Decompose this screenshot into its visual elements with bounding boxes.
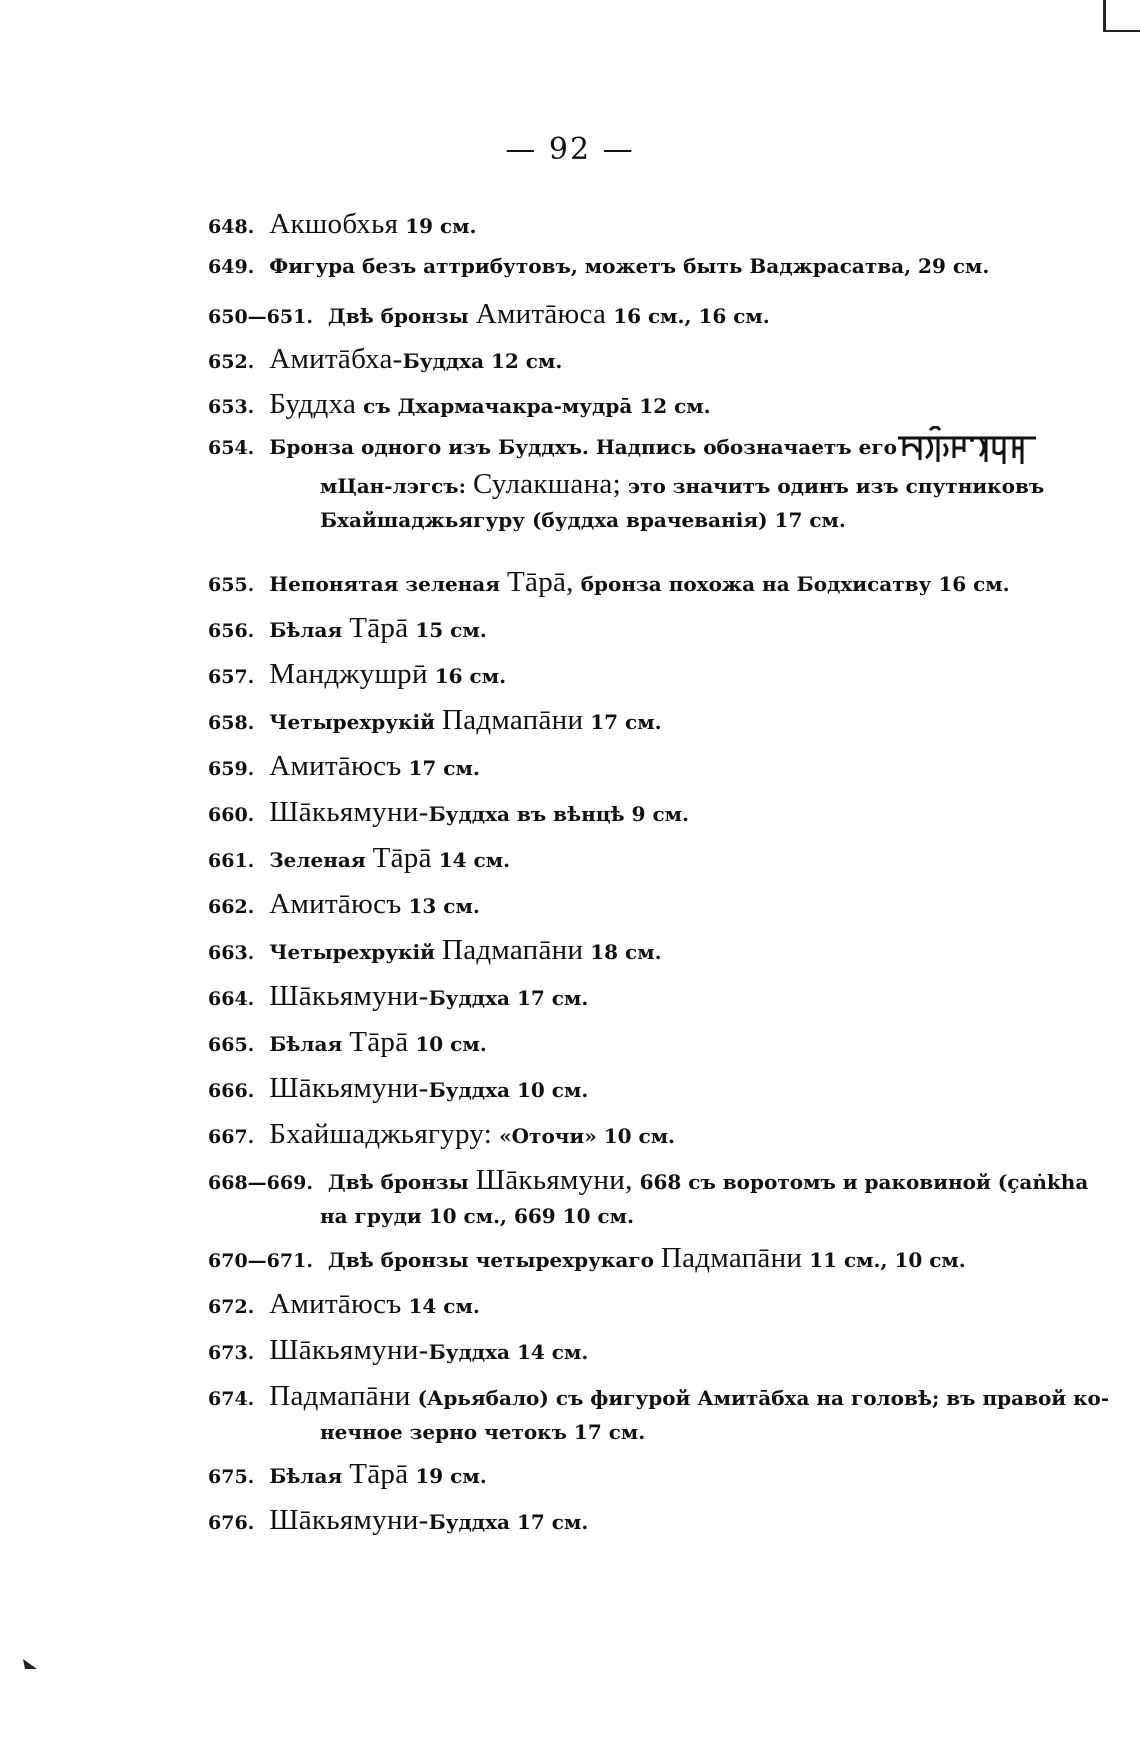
entry-674 (208, 1380, 1110, 1445)
entry-number: 672. (208, 1296, 255, 1318)
entry-text: Буддха 10 см. (428, 1078, 589, 1102)
entry-number: 648. (208, 216, 255, 238)
entry-number: 652. (208, 351, 255, 373)
entry-654 (208, 435, 1045, 533)
entry-text: 17 см. (408, 756, 480, 780)
entry-664 (208, 980, 1038, 1013)
entry-number: 662. (208, 896, 255, 918)
entry-prefix: Четырехрукій (269, 710, 435, 734)
entry-text: 13 см. (408, 894, 480, 918)
entry-prefix: мЦан-лэгсъ: (320, 473, 467, 498)
entry-number: 676. (208, 1512, 255, 1534)
entry-text: Буддха 14 см. (428, 1340, 589, 1364)
entry-prefix: Двѣ бронзы (327, 304, 469, 328)
scan-margin-mark (22, 1658, 38, 1670)
entry-text: бронза похожа на Бодхисатву 16 см. (580, 572, 1010, 596)
entry-text: 668 съ воротомъ и раковиной (çaṅkha (639, 1170, 1089, 1194)
entry-number: 653. (208, 396, 255, 418)
entry-number: 660. (208, 804, 255, 826)
entry-660 (208, 796, 1038, 829)
entry-prefix: Бѣлая (269, 1464, 343, 1488)
entry-text: 18 см. (590, 940, 662, 964)
entry-653 (208, 388, 1038, 421)
entry-text: (Арьябало) съ фигурой Амитāбха на головѣ; въ правой ко- (417, 1386, 1110, 1410)
entry-prefix: Зеленая (269, 848, 366, 872)
entry-title: Манджушрӣ (269, 658, 428, 690)
entry-prefix: Двѣ бронзы четырехрукаго (327, 1248, 654, 1272)
entry-title: Падмапāни (441, 704, 584, 736)
entry-continuation: на груди 10 см., 669 10 см. (320, 1204, 634, 1229)
entry-number: 666. (208, 1080, 255, 1102)
entry-649 (208, 255, 1038, 279)
entry-title: Акшобхья (269, 208, 399, 240)
entry-number: 670—671. (208, 1250, 313, 1272)
entry-668-669 (208, 1164, 1089, 1229)
entry-title: Падмапāни (441, 934, 584, 966)
entry-662 (208, 888, 1038, 921)
entry-title: Тāрā (349, 1458, 409, 1490)
entry-666 (208, 1072, 1038, 1105)
entry-text: 16 см. (434, 664, 507, 688)
entry-prefix: Четырехрукій (269, 940, 435, 964)
entry-title: Тāрā, (507, 566, 574, 598)
entry-title: Тāрā (349, 1026, 409, 1058)
entry-title: Амитāбха- (269, 343, 403, 375)
entry-title: Буддха (269, 388, 357, 420)
entry-title: Шāкьямуни- (269, 796, 429, 828)
entry-665 (208, 1026, 1038, 1059)
entry-number: 664. (208, 988, 255, 1010)
entry-text: 17 см. (590, 710, 662, 734)
entry-title: Шāкьямуни, (475, 1164, 633, 1196)
tibetan-inscription-icon (898, 426, 1038, 468)
entry-number: 675. (208, 1466, 255, 1488)
entry-670-671 (208, 1242, 1038, 1275)
entry-text: «Оточи» 10 см. (499, 1124, 676, 1148)
entry-prefix: Двѣ бронзы (327, 1170, 469, 1194)
entry-number: 663. (208, 942, 255, 964)
entry-text: 19 см. (405, 214, 477, 238)
entry-title: Падмапāни (269, 1380, 411, 1412)
entry-number: 658. (208, 712, 255, 734)
entry-prefix: Бѣлая (269, 618, 343, 642)
entry-title: Шāкьямуни- (269, 1072, 429, 1104)
entry-title: Шāкьямуни- (269, 980, 429, 1012)
entry-title: Амитāюсъ (269, 1288, 402, 1320)
entry-text: 19 см. (415, 1464, 487, 1488)
entry-number: 659. (208, 758, 255, 780)
entry-title: Шāкьямуни- (269, 1334, 429, 1366)
entry-number: 667. (208, 1126, 255, 1148)
entry-title: Падмапāни (660, 1242, 803, 1274)
entry-prefix: Бронза одного изъ Буддхъ. Надпись обозначаетъ его (269, 435, 897, 459)
entry-text: это значитъ одинъ изъ спутниковъ (627, 473, 1045, 498)
page-number: — 92 — (505, 132, 635, 167)
entry-text: 14 см. (408, 1294, 480, 1318)
entry-text: Фигура безъ аттрибутовъ, можетъ быть Ваджрасатва, 29 см. (269, 254, 990, 278)
entry-number: 649. (208, 256, 255, 278)
entry-text: Буддха 17 см. (428, 1510, 589, 1534)
entry-675 (208, 1458, 1038, 1491)
entry-652 (208, 343, 1038, 376)
entry-text: Буддха 12 см. (402, 349, 563, 373)
entry-number: 668—669. (208, 1172, 313, 1194)
entry-text: 10 см. (415, 1032, 487, 1056)
entry-659 (208, 750, 1038, 783)
entry-672 (208, 1288, 1038, 1321)
entry-657 (208, 658, 1038, 691)
entry-prefix: Непонятая зеленая (269, 572, 501, 596)
entry-676 (208, 1504, 1038, 1537)
entry-continuation: Бхайшаджьягуру (буддха врачеванія) 17 см. (320, 508, 846, 533)
entry-title: Бхайшаджьягуру: (269, 1118, 493, 1150)
entry-title: Сулакшана; (473, 467, 621, 500)
entry-text: 11 см., 10 см. (809, 1248, 966, 1272)
entry-title: Шāкьямуни- (269, 1504, 429, 1536)
entry-title: Тāрā (372, 842, 432, 874)
entry-prefix: Бѣлая (269, 1032, 343, 1056)
entry-650-651 (208, 298, 1038, 331)
entry-658 (208, 704, 1038, 737)
entry-title: Амитāюса (475, 298, 607, 330)
entry-667 (208, 1118, 1038, 1151)
entry-number: 661. (208, 850, 255, 872)
entry-title: Амитāюсъ (269, 750, 402, 782)
scan-corner-mark (1103, 0, 1140, 32)
entry-number: 655. (208, 574, 255, 596)
entry-number: 657. (208, 666, 255, 688)
entry-656 (208, 612, 1038, 645)
entry-text: 14 см. (438, 848, 511, 872)
entry-648 (208, 208, 1038, 241)
entry-continuation (208, 467, 1045, 501)
entry-number: 665. (208, 1034, 255, 1056)
entry-663 (208, 934, 1038, 967)
entry-number: 673. (208, 1342, 255, 1364)
entry-text: Буддха 17 см. (428, 986, 589, 1010)
entry-text: 16 см., 16 см. (613, 304, 770, 328)
entry-continuation: нечное зерно четокъ 17 см. (320, 1420, 646, 1445)
entry-661 (208, 842, 1038, 875)
entry-number: 654. (208, 437, 255, 459)
entry-text: съ Дхармачакра-мудрā 12 см. (363, 394, 711, 418)
entry-655 (208, 566, 1038, 599)
entry-number: 674. (208, 1388, 255, 1410)
entry-number: 656. (208, 620, 255, 642)
entry-title: Тāрā (349, 612, 409, 644)
entry-text: Буддха въ вѣнцѣ 9 см. (428, 802, 689, 826)
entry-673 (208, 1334, 1038, 1367)
entry-number: 650—651. (208, 306, 313, 328)
entry-text: 15 см. (415, 618, 487, 642)
entry-title: Амитāюсъ (269, 888, 402, 920)
